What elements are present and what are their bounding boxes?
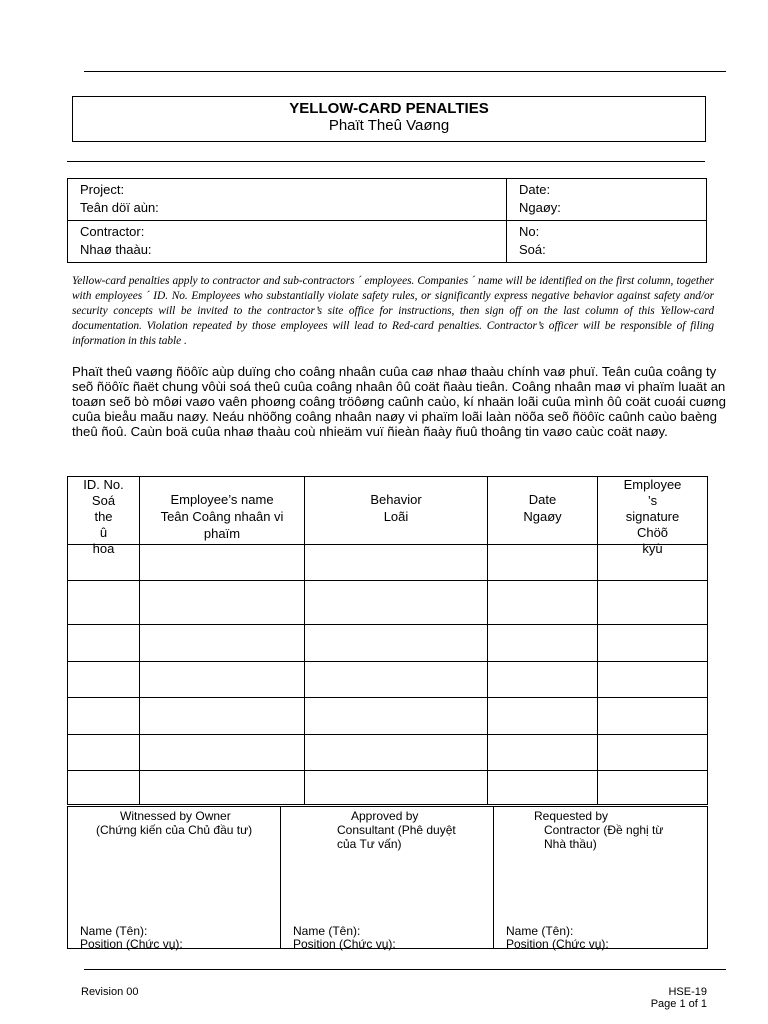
table-row	[68, 771, 708, 805]
penalty-table	[67, 476, 708, 805]
header-employee-name: Employee’s name Teân Coâng nhaân vi phaïm	[140, 477, 305, 545]
signature-block-consultant[interactable]	[281, 807, 494, 949]
name-label: Name (Tên):	[293, 924, 361, 938]
name-label: Name (Tên):	[506, 924, 574, 938]
top-rule	[84, 71, 726, 72]
number-cell	[507, 221, 707, 263]
page-number: Page 1 of 1	[650, 998, 707, 1010]
date-label: Date:	[519, 182, 551, 197]
table-row	[68, 545, 708, 581]
contractor-label-vietnamese: Nhaø thaàu:	[80, 242, 152, 257]
signature-title: Witnessed by Owner	[120, 809, 231, 823]
project-info-table	[67, 178, 707, 263]
table-row	[68, 581, 708, 625]
title-underline-rule	[67, 161, 705, 162]
position-label: Position (Chức vụ):	[80, 937, 183, 951]
table-row	[68, 662, 708, 698]
instructions-vietnamese: Phaït theû vaøng ñöôïc aùp duïng cho coâng nhaân cuûa caø nhaø thaàu chính vaø phuï. Teân cuûa coâng ty seõ ñöôïc ñaët chung vôùi soá theû cuûa coâng nhaân ôû coät ñaàu tieân. Coâng nhaân maø vi phaïm luaät an toaøn seõ bò môøi vaøo vaên phoøng coâng tröôøng caûnh caùo, kí nhaän loãi cuûa mình ôû coät cuoái cuøng cuûa bieåu maãu naøy. Neáu nhöõng coâng nhaân naøy vi phaïm loãi laàn nöõa seõ ñöôïc caûnh caùo baèng theû ñoû. Caùn boä cuûa nhaø thaàu coù nhieäm vuï ñieàn ñaày ñuû thoâng tin vaøo caùc coät naøy.	[72, 364, 726, 439]
header-behavior: Behavior Loãi	[305, 477, 488, 545]
signature-block-owner[interactable]	[68, 807, 281, 949]
table-row	[68, 625, 708, 662]
document-title-vietnamese: Phaït Theû Vaøng	[328, 117, 450, 134]
name-label: Name (Tên):	[80, 924, 148, 938]
title-box	[72, 96, 706, 142]
revision-label: Revision 00	[81, 986, 139, 998]
contractor-cell	[68, 221, 507, 263]
document-title: YELLOW-CARD PENALTIES	[289, 100, 489, 117]
header-id-no: ID. No. Soá the û hoa	[68, 477, 140, 545]
date-cell	[507, 179, 707, 221]
project-label-vietnamese: Teân döï aùn:	[80, 200, 159, 215]
number-label: No:	[519, 224, 540, 239]
number-label-vietnamese: Soá:	[519, 242, 546, 257]
footer-rule	[84, 969, 726, 970]
signature-subtitle: Contractor (Đề nghị từ Nhà thầu)	[544, 823, 664, 851]
contractor-label: Contractor:	[80, 224, 145, 239]
signature-title: Approved by	[351, 809, 419, 823]
signature-title: Requested by	[534, 809, 609, 823]
project-cell	[68, 179, 507, 221]
document-code: HSE-19	[668, 986, 707, 998]
position-label: Position (Chức vụ):	[506, 937, 609, 951]
position-label: Position (Chức vụ):	[293, 937, 396, 951]
project-label: Project:	[80, 182, 125, 197]
signature-table	[67, 806, 708, 949]
date-label-vietnamese: Ngaøy:	[519, 200, 561, 215]
signature-subtitle: Consultant (Phê duyệt của Tư vấn)	[337, 823, 456, 851]
signature-subtitle: (Chứng kiến của Chủ đầu tư)	[96, 823, 253, 837]
signature-block-contractor[interactable]	[494, 807, 708, 949]
header-date: Date Ngaøy	[488, 477, 598, 545]
table-row	[68, 735, 708, 771]
table-row	[68, 698, 708, 735]
header-employee-signature: Employee ’s signature Chöõ kyù	[598, 477, 708, 545]
instructions-english: Yellow-card penalties apply to contractor and sub-contractors ´ employees. Companies ´ name will be identified on the first column, together with employees ´ ID. No. Employees who substantially violate safety rules, or significantly express negative behavior against safety and/or security concepts will be invited to the contractor’s site office for instructions, then sign off on the last column of this Yellow-card documentation. Violation repeated by those employees will lead to Red-card penalties. Contractor’s officer will be responsible of filing information in this table .	[72, 275, 714, 347]
